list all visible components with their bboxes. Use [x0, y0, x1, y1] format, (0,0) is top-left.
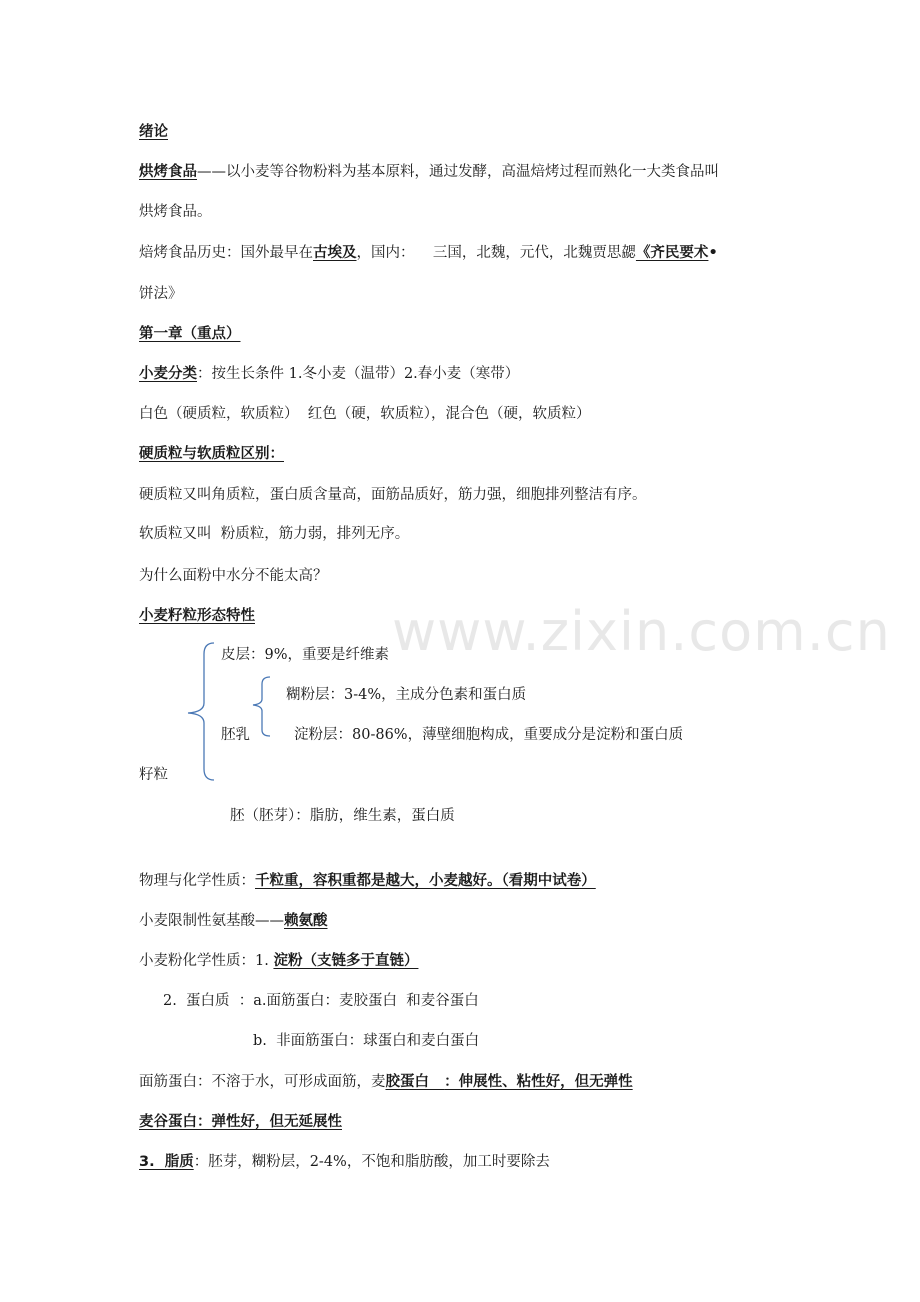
outer-brace [188, 643, 214, 780]
term: 3. 脂质 [139, 1154, 194, 1170]
emphasis: 淀粉（支链多于直链） [273, 953, 419, 969]
paragraph-wheat-class [139, 364, 519, 384]
text: ——以小麦等谷物粉料为基本原料，通过发酵，高温焙烤过程而熟化一大类食品叫 [197, 164, 719, 180]
inner-brace [253, 677, 270, 736]
tree-pericarp: 皮层：9%，重要是纤维素 [221, 647, 390, 663]
term-book: 《齐民要术 [635, 245, 709, 261]
emphasis: 赖氨酸 [284, 913, 328, 929]
text: 物理与化学性质： [139, 873, 255, 889]
paragraph-baked-food-cont: 烘烤食品。 [139, 204, 212, 220]
tree-kernel: 籽粒 [139, 767, 168, 783]
term: 小麦分类 [139, 366, 197, 382]
text: ：胚芽，糊粉层，2-4%，不饱和脂肪酸，加工时要除去 [193, 1154, 550, 1170]
text: 焙烤食品历史：国外最早在 [139, 245, 313, 261]
paragraph-baked-food [139, 162, 719, 182]
tree-endosperm: 胚乳 [221, 727, 250, 743]
emphasis: ：伸展性、粘性好，但无弹性 [444, 1074, 633, 1090]
paragraph-soft: 软质粒又叫 粉质粒，筋力弱，排列无序。 [139, 526, 410, 542]
section-title: 绪论 [139, 124, 168, 140]
text: 小麦粉化学性质：1. [139, 953, 274, 969]
tree-starch-layer: 淀粉层：80-86%，薄壁细胞构成，重要成分是淀粉和蛋白质 [294, 727, 684, 743]
term: 烘烤食品 [139, 164, 197, 180]
paragraph-lipid [139, 1152, 550, 1172]
text: 小麦限制性氨基酸—— [139, 913, 284, 929]
paragraph-colors: 白色（硬质粒，软质粒） 红色（硬，软质粒），混合色（硬，软质粒） [139, 406, 591, 422]
paragraph-amino [139, 911, 328, 931]
subheading-hard-soft: 硬质粒与软质粒区别： [139, 446, 284, 462]
subheading-kernel: 小麦籽粒形态特性 [139, 608, 255, 624]
emphasis: 千粒重，容积重都是越大，小麦越好。（看期中试卷） [255, 873, 596, 889]
text: 面筋蛋白：不溶于水，可形成面筋，麦 [139, 1074, 386, 1090]
emphasis: 胶蛋白 [385, 1074, 445, 1090]
paragraph-protein: 2. 蛋白质 ：a.面筋蛋白：麦胶蛋白 和麦谷蛋白 [163, 993, 479, 1009]
paragraph-history-cont: 饼法》 [139, 286, 183, 302]
text: ，国内： 三国，北魏，元代，北魏贾思勰 [356, 245, 636, 261]
chapter-heading: 第一章（重点） [139, 326, 241, 342]
paragraph-flour-chem [139, 951, 418, 971]
tree-germ: 胚（胚芽）：脂肪，维生素，蛋白质 [230, 808, 455, 824]
paragraph-question: 为什么面粉中水分不能太高？ [139, 568, 328, 584]
dot: • [708, 245, 718, 261]
paragraph-gluten [139, 1072, 633, 1092]
paragraph-physical [139, 871, 596, 891]
paragraph-nongluten: b. 非面筋蛋白：球蛋白和麦白蛋白 [253, 1033, 480, 1049]
text: ：按生长条件 1.冬小麦（温带）2.春小麦（寒带） [197, 366, 520, 382]
term-egypt: 古埃及 [313, 245, 357, 261]
paragraph-glutenin: 麦谷蛋白：弹性好，但无延展性 [139, 1114, 342, 1130]
watermark: www.zixin.com.cn [392, 600, 891, 663]
tree-aleurone: 糊粉层：3-4%，主成分色素和蛋白质 [286, 687, 527, 703]
paragraph-hard: 硬质粒又叫角质粒，蛋白质含量高，面筋品质好，筋力强，细胞排列整洁有序。 [139, 487, 647, 503]
paragraph-history [139, 243, 718, 263]
